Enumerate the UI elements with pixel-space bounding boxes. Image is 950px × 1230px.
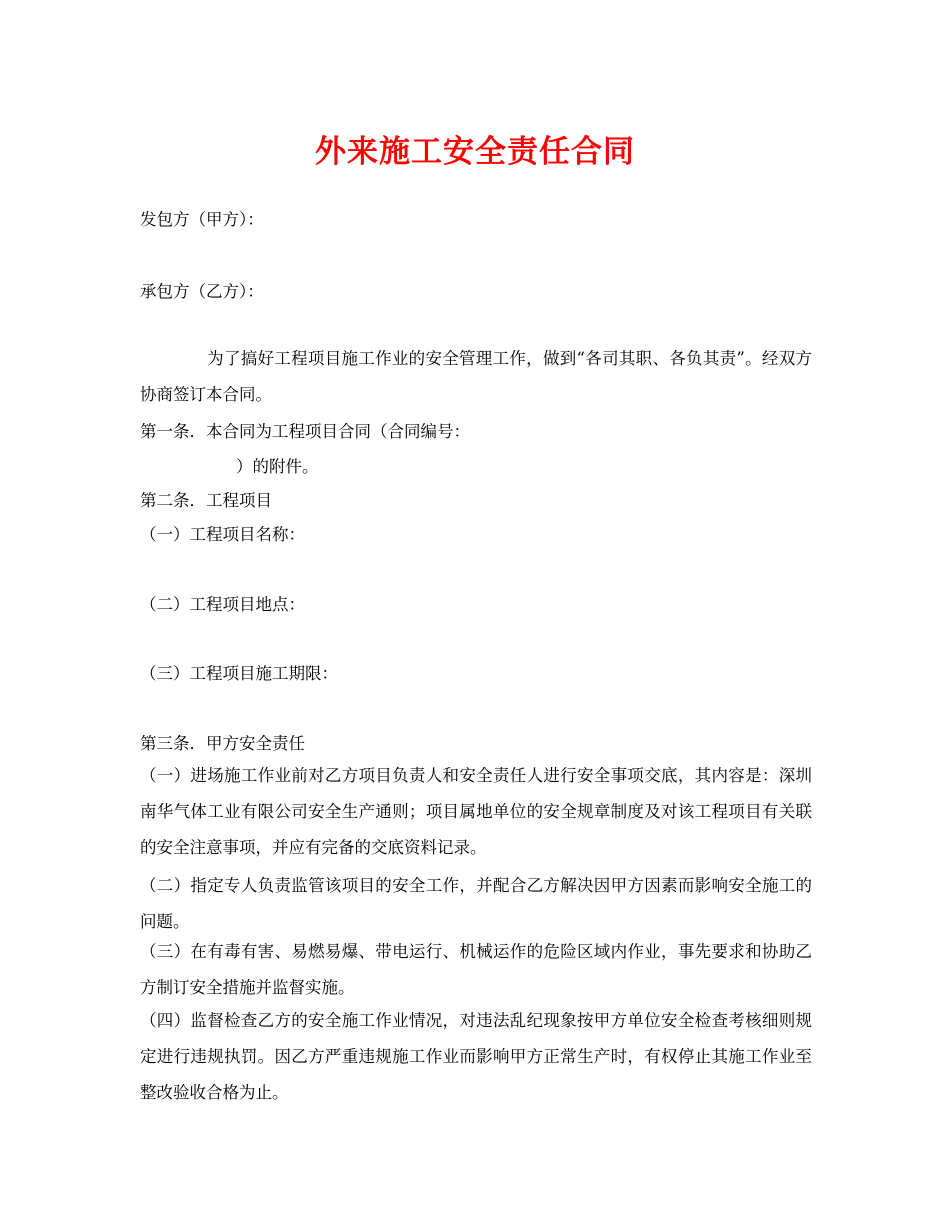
article-2-item-1: （一）工程项目名称： bbox=[140, 525, 305, 544]
document-title: 外来施工安全责任合同 bbox=[315, 134, 635, 170]
article-2-item-2: （二）工程项目地点： bbox=[140, 595, 305, 614]
party-a-label: 发包方（甲方）： bbox=[140, 210, 264, 229]
article-2-heading: 第二条．工程项目 bbox=[140, 491, 272, 510]
article-3-item-3: （三）在有毒有害、易燃易爆、带电运行、机械运作的危险区域内作业，事先要求和协助乙方制订安全措施并监督实施。 bbox=[140, 942, 812, 997]
article-3-item-4: （四）监督检查乙方的安全施工作业情况，对违法乱纪现象按甲方单位安全检查考核细则规定进行违规执罚。因乙方严重违规施工作业而影响甲方正常生产时，有权停止其施工作业至整改验收合格为止。 bbox=[140, 1011, 812, 1102]
article-3-item-1: （一）进场施工作业前对乙方项目负责人和安全责任人进行安全事项交底，其内容是：深圳南华气体工业有限公司安全生产通则；项目属地单位的安全规章制度及对该工程项目有关联的安全注意事项，并应有完备的交底资料记录。 bbox=[140, 766, 812, 857]
party-b-label: 承包方（乙方）： bbox=[140, 282, 264, 301]
intro-paragraph: 为了搞好工程项目施工作业的安全管理工作，做到“各司其职、各负其责”。经双方协商签订本合同。 bbox=[140, 349, 812, 404]
article-3-item-2: （二）指定专人负责监管该项目的安全工作，并配合乙方解决因甲方因素而影响安全施工的问题。 bbox=[140, 876, 812, 931]
article-3-heading: 第三条．甲方安全责任 bbox=[140, 734, 305, 753]
article-2-item-3: （三）工程项目施工期限： bbox=[140, 664, 338, 683]
article-1-line-2: ）的附件。 bbox=[236, 457, 319, 476]
article-1-line-1: 第一条．本合同为工程项目合同（合同编号： bbox=[140, 422, 470, 441]
